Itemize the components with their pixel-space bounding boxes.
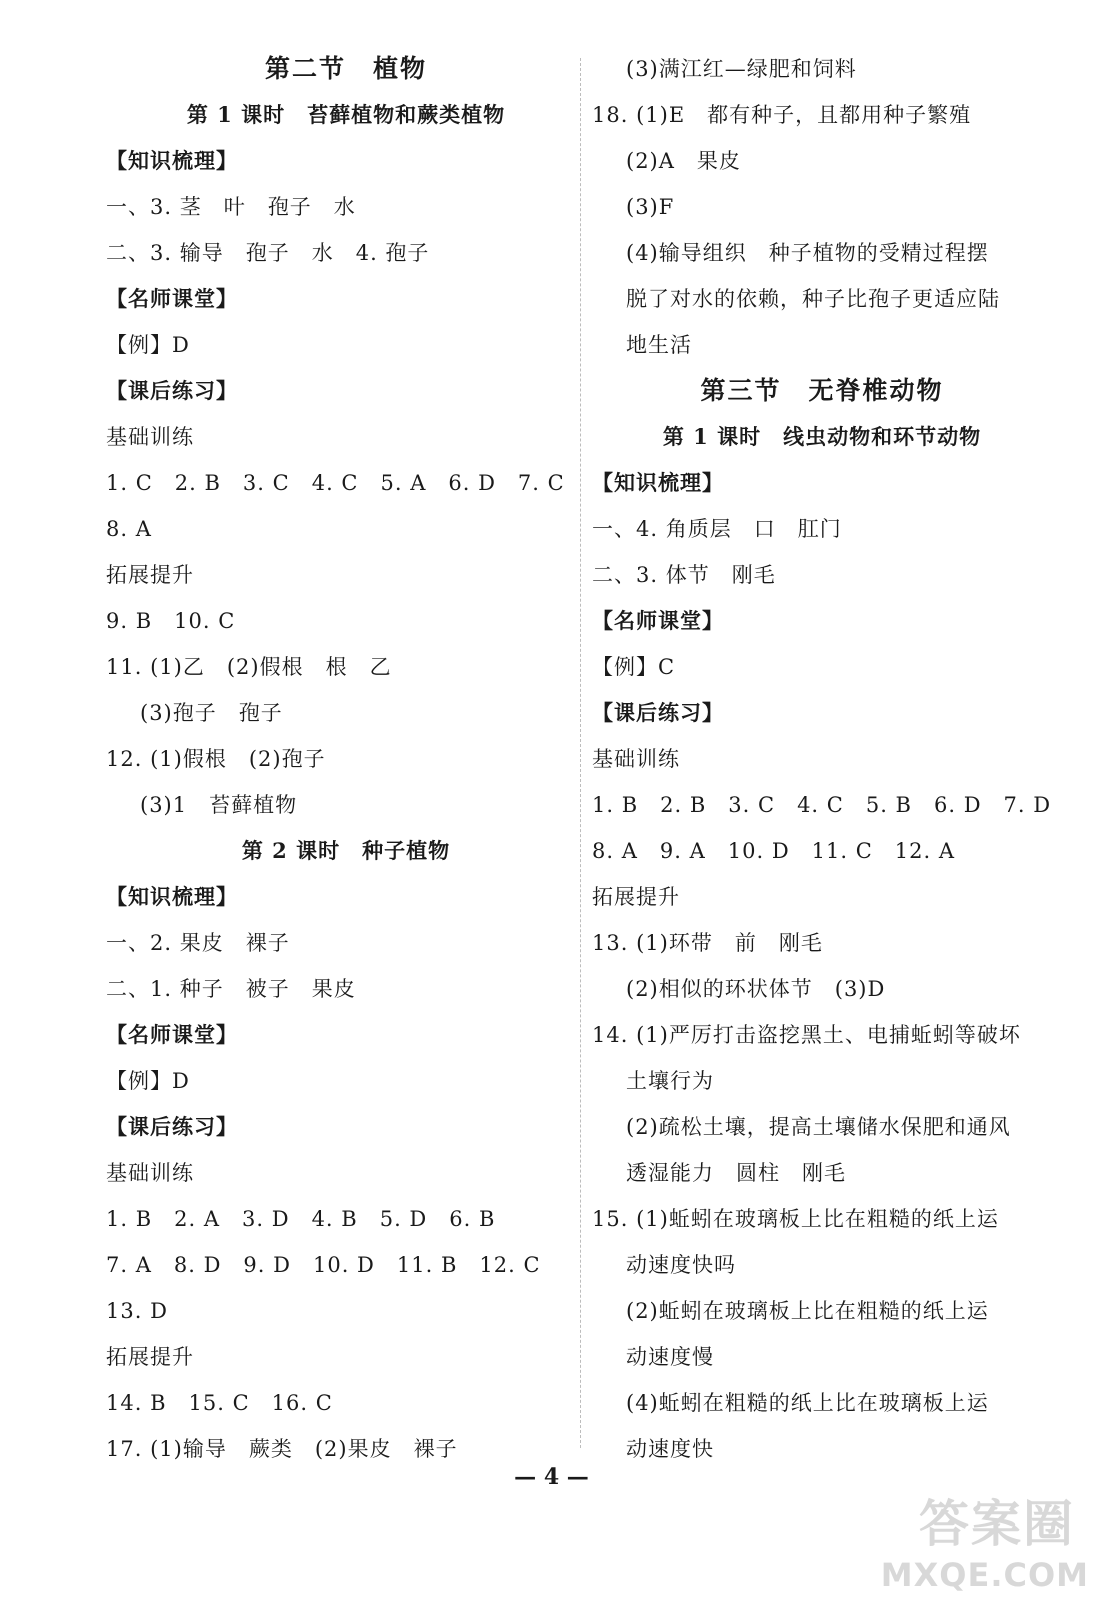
left-column [106,46,586,1472]
answer-line: 【例】D [106,333,190,357]
answer-line: (2)疏松土壤，提高土壤储水保肥和通风 [626,1115,1011,1139]
section-label: 【知识梳理】 [106,884,238,909]
answer-line: 14. (1)严厉打击盗挖黑土、电捕蚯蚓等破坏 [592,1023,1021,1047]
lesson-heading: 第 2 课时 种子植物 [241,838,451,863]
answer-line: 二、1. 种子 被子 果皮 [106,977,356,1001]
answer-line: 基础训练 [106,1161,194,1185]
answer-line: 脱了对水的依赖，种子比孢子更适应陆 [626,287,1000,311]
answer-line: (3)F [626,195,675,219]
answer-line: 拓展提升 [106,1345,194,1369]
page-number: — 4 — [514,1464,589,1490]
answer-line: 17. (1)输导 蕨类 (2)果皮 裸子 [106,1437,458,1461]
answer-line: (4)输导组织 种子植物的受精过程摆 [626,241,989,265]
answer-line: 9. B 10. C [106,609,236,633]
answer-line: (2)相似的环状体节 (3)D [626,977,886,1001]
answer-line: 一、4. 角质层 口 肛门 [592,517,842,541]
section-label: 【名师课堂】 [106,1022,238,1047]
answer-line: 基础训练 [106,425,194,449]
section-label: 【课后练习】 [592,700,724,725]
section-heading: 第二节 植物 [264,54,427,83]
answer-line: 拓展提升 [106,563,194,587]
lesson-heading: 第 1 课时 苔藓植物和蕨类植物 [186,102,506,127]
answer-line: 11. (1)乙 (2)假根 根 乙 [106,655,392,679]
section-label: 【课后练习】 [106,1114,238,1139]
answer-line: (3)满江红—绿肥和饲料 [626,57,857,81]
lesson-heading: 第 1 课时 线虫动物和环节动物 [662,424,982,449]
answer-line: 二、3. 输导 孢子 水 4. 孢子 [106,241,430,265]
answer-line: 基础训练 [592,747,680,771]
answer-line: 18. (1)E 都有种子，且都用种子繁殖 [592,103,972,127]
section-heading: 第三节 无脊椎动物 [700,376,944,405]
section-label: 【课后练习】 [106,378,238,403]
watermark-text-top: 答案圈 [919,1495,1075,1553]
answer-line: (2)A 果皮 [626,149,741,173]
answer-line: 【例】D [106,1069,190,1093]
column-divider [580,58,581,1448]
answer-line: 8. A [106,517,152,541]
section-label: 【知识梳理】 [106,148,238,173]
watermark-logo [850,1484,1095,1594]
answer-line: 15. (1)蚯蚓在玻璃板上比在粗糙的纸上运 [592,1207,999,1231]
answer-line: 8. A 9. A 10. D 11. C 12. A [592,839,956,863]
answer-line: 1. B 2. A 3. D 4. B 5. D 6. B [106,1207,496,1231]
answer-line: (2)蚯蚓在玻璃板上比在粗糙的纸上运 [626,1299,989,1323]
answer-line: 地生活 [626,333,692,357]
answer-line: 1. B 2. B 3. C 4. C 5. B 6. D 7. D [592,793,1052,817]
answer-line: 动速度慢 [626,1345,714,1369]
answer-line: 13. (1)环带 前 刚毛 [592,931,823,955]
answer-line: 土壤行为 [626,1069,714,1093]
answer-line: (3)孢子 孢子 [140,701,283,725]
answer-line: 13. D [106,1299,168,1323]
answer-line: 动速度快 [626,1437,714,1461]
watermark-text-bottom: MXQE.COM [880,1556,1089,1594]
answer-line: (3)1 苔藓植物 [140,793,298,817]
section-label: 【名师课堂】 [106,286,238,311]
section-label: 【知识梳理】 [592,470,724,495]
answer-line: 14. B 15. C 16. C [106,1391,333,1415]
answer-line: 动速度快吗 [626,1253,736,1277]
answer-line: 1. C 2. B 3. C 4. C 5. A 6. D 7. C [106,471,565,495]
answer-line: 透湿能力 圆柱 刚毛 [626,1161,846,1185]
answer-line: 【例】C [592,655,676,679]
answer-line: 二、3. 体节 刚毛 [592,563,776,587]
answer-line: 拓展提升 [592,885,680,909]
answer-line: 一、2. 果皮 裸子 [106,931,290,955]
answer-line: (4)蚯蚓在粗糙的纸上比在玻璃板上运 [626,1391,989,1415]
answer-line: 一、3. 茎 叶 孢子 水 [106,195,356,219]
answer-line: 7. A 8. D 9. D 10. D 11. B 12. C [106,1253,541,1277]
right-column [592,46,1052,1472]
answer-line: 12. (1)假根 (2)孢子 [106,747,326,771]
section-label: 【名师课堂】 [592,608,724,633]
